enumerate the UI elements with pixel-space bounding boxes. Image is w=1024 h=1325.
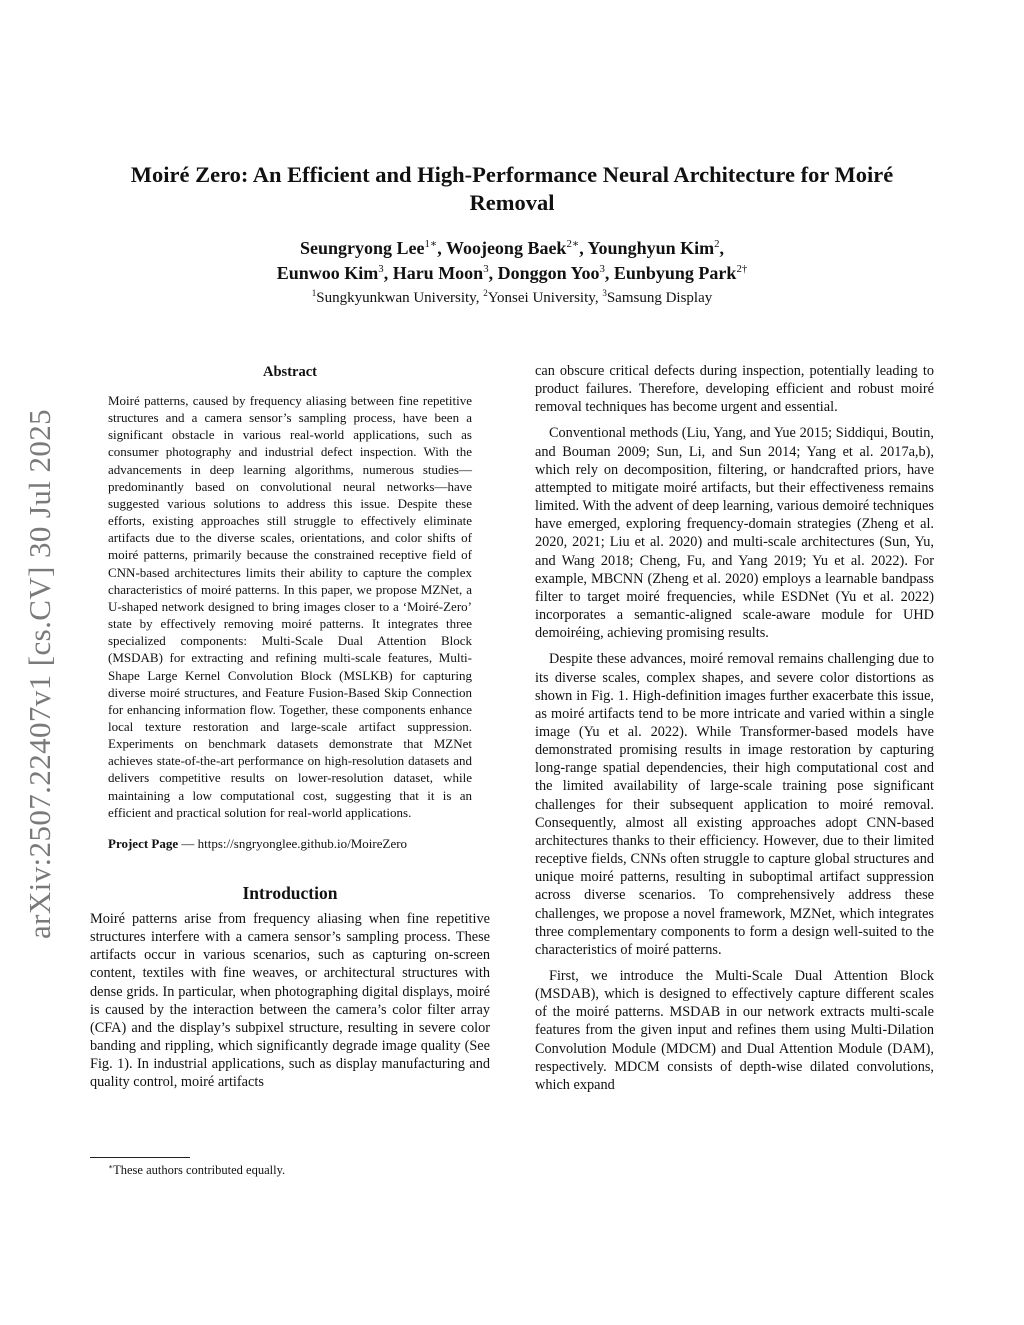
left-column (90, 362, 490, 1091)
footnote (108, 1162, 488, 1178)
arxiv-identifier-stamp (14, 378, 66, 970)
affiliation-name: Samsung Display (606, 290, 713, 306)
author-name: Eunwoo Kim (276, 263, 379, 283)
right-column (535, 362, 934, 1094)
project-page-label: Project Page (108, 835, 179, 851)
author-name: Seungryong Lee (299, 238, 425, 258)
abstract-text: Moiré patterns, caused by frequency aliasing between fine repetitive structures and a camera sensor’s sampling process, have been a significant obstacle in various real-world applications, such as consumer photography and industrial defect inspection. With the advancements in deep learning algorithms, numerous studies—predominantly based on convolutional neural networks—have suggested various solutions to address this issue. Despite these efforts, existing approaches still struggle to effectively eliminate artifacts due to the diverse scales, orientations, and color shifts of moiré patterns, primarily because the constrained receptive field of CNN-based architectures limits their ability to capture the complex characteristics of moiré patterns. In this paper, we propose MZNet, a U-shaped network designed to bring images closer to a ‘Moiré-Zero’ state by effectively removing moiré patterns. It integrates three specialized components: Multi-Scale Dual Attention Block (MSDAB) for extracting and refining multi-scale features, Multi-Shape Large Kernel Convolution Block (MSLKB) for capturing diverse moiré structures, and Feature Fusion-Based Skip Connection for enhancing information flow. Together, these components enhance local texture restoration and large-scale artifact suppression. Experiments on benchmark datasets demonstrate that MZNet achieves state-of-the-art performance on high-resolution datasets and delivers competitive results on lower-resolution dataset, while maintaining a low computational cost, suggesting that it is an efficient and practical solution for real-world applications. (108, 393, 472, 820)
author-affil-mark: 2 (714, 238, 720, 250)
project-page-line (108, 835, 472, 852)
introduction-paragraph: can obscure critical defects during inspection, potentially leading to product failures. Therefore, developing efficient and robust moiré removal techniques has become urgent and essential. (535, 363, 934, 416)
author-name: Woojeong Baek (445, 238, 567, 258)
author-affil-mark: 3 (483, 263, 489, 275)
footnote-divider (90, 1157, 190, 1158)
author-name: Donggon Yoo (497, 263, 600, 283)
arxiv-identifier-text: arXiv:2507.22407v1 [cs.CV] 30 Jul 2025 (22, 408, 58, 940)
author-list (160, 236, 864, 286)
author-affil-mark: 1∗ (424, 238, 438, 250)
abstract-heading: Abstract (263, 364, 317, 380)
project-page-url[interactable]: https://sngryonglee.github.io/MoireZero (197, 835, 408, 851)
paper-title: Moiré Zero: An Efficient and High-Performance Neural Architecture for Moiré Removal (130, 162, 894, 215)
introduction-paragraph: Conventional methods (Liu, Yang, and Yue 2015; Siddiqui, Boutin, and Bouman 2009; Sun, Li, and Sun 2014; Yang et al. 2017a,b), which rely on decomposition, filtering, or handcrafted priors, have attempted to mitigate moiré artifacts, but their effectiveness remains limited. With the advent of deep learning, various demoiré techniques have emerged, exploring frequency-domain strategies (Zheng et al. 2020, 2021; Liu et al. 2020) and multi-scale architectures (Sun, Yu, and Wang 2018; Cheng, Fu, and Yang 2019; Yu et al. 2022). For example, MBCNN (Zheng et al. 2020) employs a learnable bandpass filter to target moiré frequencies, while ESDNet (Yu et al. 2022) incorporates a semantic-aligned scale-aware module for UHD demoiréing, achieving promising results. (535, 425, 934, 642)
introduction-paragraph: First, we introduce the Multi-Scale Dual Attention Block (MSDAB), which is designed to effectively capture different scales of the moiré patterns. MSDAB in our network extracts multi-scale features from the given input and refines them using Multi-Dilation Convolution Module (MDCM) and Dual Attention Module (DAM), respectively. MDCM consists of depth-wise dilated convolutions, which expand (535, 968, 934, 1093)
affiliation-name: Yonsei University (487, 290, 595, 306)
author-line-1: Seungryong Lee$^{1∗}$, Woojeong Baek$^{2∗}$, Younghyun Kim$^2$, (299, 238, 725, 258)
author-affil-mark: 3 (599, 263, 605, 275)
affiliation-mark: 3 (602, 288, 607, 298)
author-name: Eunbyung Park (613, 263, 737, 283)
author-line-2: Eunwoo Kim$^3$, Haru Moon$^3$, Donggon Yoo$^3$, Eunbyung Park$^{2\dagger}$ (276, 263, 748, 283)
affiliation-name: Sungkyunkwan University (316, 290, 476, 306)
affiliation-mark: 1 (311, 288, 317, 298)
footnote-mark: ∗ (108, 1161, 114, 1171)
introduction-paragraph: Moiré patterns arise from frequency aliasing when fine repetitive structures interfere with a camera sensor’s sampling process. These artifacts occur in various scenarios, such as capturing on-screen content, textiles with fine weaves, or architectural structures with dense grids. In particular, when photographing digital displays, moiré is caused by the interaction between the camera’s color filter array (CFA) and the display’s subpixel structure, resulting in severe color banding and rippling, which significantly degrade image quality (See Fig. 1). In industrial applications, such as display manufacturing and quality control, moiré artifacts (90, 910, 490, 1091)
footnote-text: These authors contributed equally. (113, 1163, 286, 1177)
affiliation-list: $^1$Sungkyunkwan University, $^2$Yonsei University, $^3$Samsung Display (311, 288, 713, 306)
author-affil-mark: 3 (378, 263, 384, 275)
author-affil-mark: 2† (736, 263, 748, 275)
affiliation-mark: 2 (483, 288, 488, 298)
introduction-heading: Introduction (242, 882, 338, 903)
introduction-left-text (90, 910, 490, 1092)
author-name: Haru Moon (392, 263, 484, 283)
project-page-separator: — (178, 835, 198, 851)
author-name: Younghyun Kim (587, 238, 715, 258)
author-affil-mark: 2∗ (566, 238, 580, 250)
introduction-paragraph: Despite these advances, moiré removal remains challenging due to its diverse scales, complex shapes, and severe color distortions as shown in Fig. 1. High-definition images further exacerbate this issue, as moiré artifacts tend to be more intricate and varied within a single image (Yu et al. 2022). While Transformer-based models have demonstrated promising results in image restoration by capturing long-range spatial dependencies, their high computational cost and the limited availability of large-scale training pose significant challenges for their subsequent application to moiré removal. Consequently, almost all existing approaches adopt CNN-based architectures thanks to their efficiency. However, due to their limited receptive fields, CNNs often struggle to capture global structures and unique moiré patterns, resulting in suboptimal artifact suppression across diverse scenarios. To comprehensively address these challenges, we propose a novel framework, MZNet, which integrates three complementary components to form a design well-suited to the characteristics of moiré patterns. (535, 651, 934, 958)
